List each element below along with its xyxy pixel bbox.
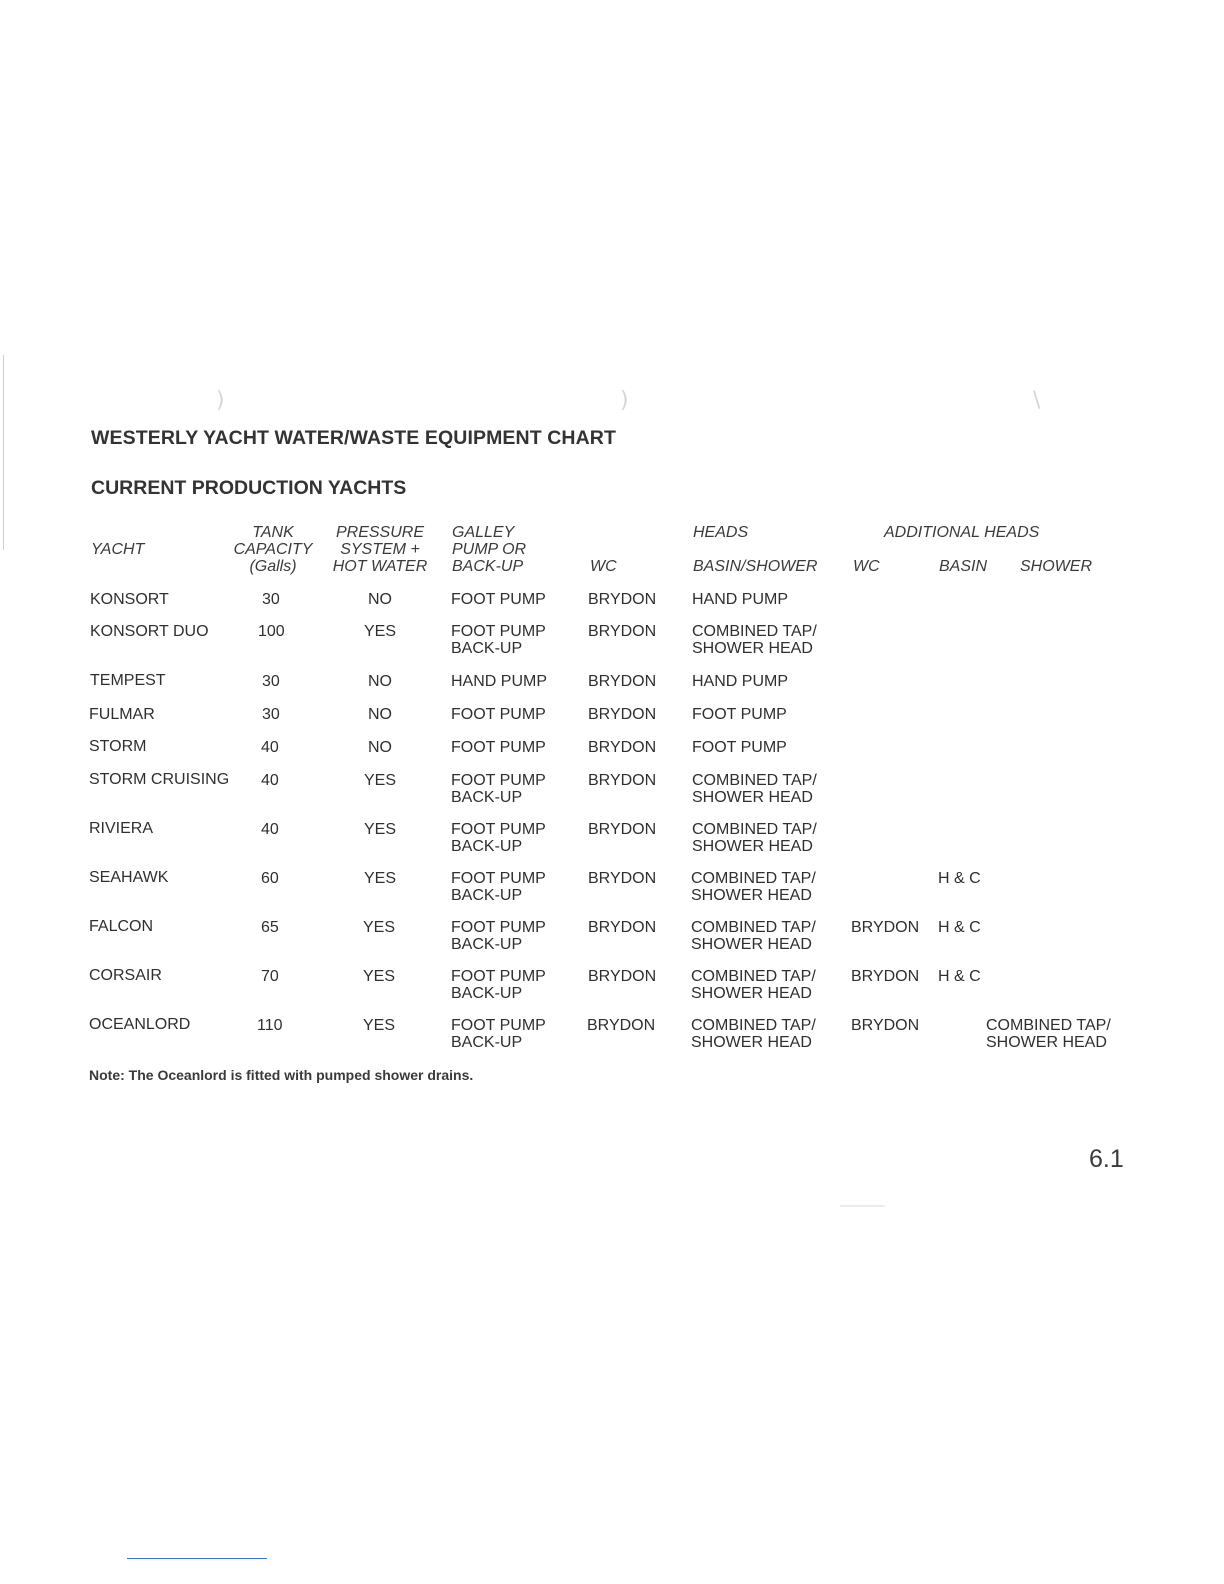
column-header-basin-shower: BASIN/SHOWER (693, 558, 818, 575)
punch-mark: ) (620, 388, 629, 413)
cell-tank-capacity: 60 (261, 870, 279, 887)
cell-galley-pump: FOOT PUMP (451, 706, 546, 723)
cell-tank-capacity: 40 (261, 821, 279, 838)
cell-pressure-system: YES (363, 1017, 396, 1034)
cell-yacht: STORM (89, 738, 147, 755)
column-header-tank-capacity: TANK CAPACITY (Galls) (233, 524, 313, 575)
cell-additional-wc: BRYDON (851, 1017, 920, 1034)
cell-tank-capacity: 65 (261, 919, 279, 936)
cell-additional-wc: BRYDON (851, 968, 920, 985)
cell-additional-wc: BRYDON (851, 919, 920, 936)
punch-mark: ) (216, 388, 225, 413)
cell-wc: BRYDON (588, 919, 657, 936)
cell-wc: BRYDON (588, 968, 657, 985)
column-header-wc: WC (590, 558, 617, 575)
cell-pressure-system: NO (368, 673, 392, 690)
cell-wc: BRYDON (588, 591, 657, 608)
cell-pressure-system: YES (364, 772, 397, 789)
cell-tank-capacity: 40 (261, 772, 279, 789)
cell-basin-shower: COMBINED TAP/ SHOWER HEAD (691, 919, 816, 953)
cell-basin-shower: COMBINED TAP/ SHOWER HEAD (691, 968, 816, 1002)
bottom-rule (127, 1558, 267, 1559)
footnote: Note: The Oceanlord is fitted with pumped shower drains. (89, 1067, 474, 1083)
cell-yacht: STORM CRUISING (89, 771, 230, 788)
cell-wc: BRYDON (588, 772, 657, 789)
cell-yacht: KONSORT (90, 591, 169, 608)
column-header-galley-pump: GALLEY PUMP OR BACK-UP (452, 524, 527, 575)
cell-wc: BRYDON (588, 870, 657, 887)
cell-tank-capacity: 30 (262, 591, 280, 608)
cell-wc: BRYDON (588, 623, 657, 640)
scan-smudge (840, 1205, 885, 1207)
cell-additional-basin: H & C (938, 870, 981, 887)
cell-wc: BRYDON (587, 1017, 656, 1034)
cell-galley-pump: FOOT PUMP BACK-UP (451, 968, 546, 1002)
cell-tank-capacity: 100 (258, 623, 285, 640)
cell-yacht: SEAHAWK (89, 869, 169, 886)
cell-yacht: FULMAR (89, 706, 155, 723)
cell-tank-capacity: 40 (261, 739, 279, 756)
page-number: 6.1 (1089, 1145, 1124, 1173)
cell-yacht: RIVIERA (89, 820, 154, 837)
column-header-additional-basin: BASIN (939, 558, 988, 575)
column-header-yacht: YACHT (91, 541, 145, 558)
cell-pressure-system: NO (368, 739, 392, 756)
cell-tank-capacity: 30 (262, 706, 280, 723)
column-header-pressure-system: PRESSURE SYSTEM + HOT WATER (332, 524, 428, 575)
cell-wc: BRYDON (588, 706, 657, 723)
page-title: WESTERLY YACHT WATER/WASTE EQUIPMENT CHART (91, 427, 616, 449)
cell-pressure-system: YES (364, 821, 397, 838)
cell-basin-shower: COMBINED TAP/ SHOWER HEAD (691, 870, 816, 904)
cell-tank-capacity: 110 (257, 1017, 283, 1034)
section-subtitle: CURRENT PRODUCTION YACHTS (91, 477, 407, 499)
cell-galley-pump: FOOT PUMP BACK-UP (451, 919, 546, 953)
cell-tank-capacity: 70 (261, 968, 279, 985)
cell-basin-shower: HAND PUMP (692, 591, 789, 608)
cell-galley-pump: FOOT PUMP (451, 739, 546, 756)
cell-galley-pump: HAND PUMP (451, 673, 548, 690)
cell-wc: BRYDON (588, 673, 657, 690)
cell-wc: BRYDON (588, 739, 657, 756)
column-header-additional-shower: SHOWER (1020, 558, 1092, 575)
group-header-heads: HEADS (693, 524, 749, 541)
cell-pressure-system: NO (368, 706, 392, 723)
cell-galley-pump: FOOT PUMP BACK-UP (451, 772, 546, 806)
cell-yacht: KONSORT DUO (90, 623, 209, 640)
cell-additional-shower: COMBINED TAP/ SHOWER HEAD (986, 1017, 1111, 1051)
cell-additional-basin: H & C (938, 919, 981, 936)
cell-pressure-system: YES (364, 623, 397, 640)
cell-galley-pump: FOOT PUMP BACK-UP (451, 821, 546, 855)
cell-yacht: CORSAIR (89, 967, 162, 984)
cell-pressure-system: YES (363, 968, 396, 985)
cell-basin-shower: HAND PUMP (692, 673, 789, 690)
cell-yacht: FALCON (89, 918, 154, 935)
cell-galley-pump: FOOT PUMP BACK-UP (451, 623, 546, 657)
cell-basin-shower: COMBINED TAP/ SHOWER HEAD (692, 772, 817, 806)
cell-wc: BRYDON (588, 821, 657, 838)
cell-basin-shower: COMBINED TAP/ SHOWER HEAD (692, 821, 817, 855)
group-header-additional-heads: ADDITIONAL HEADS (884, 524, 1040, 541)
cell-yacht: OCEANLORD (89, 1016, 191, 1033)
cell-pressure-system: NO (368, 591, 392, 608)
cell-pressure-system: YES (363, 919, 396, 936)
cell-galley-pump: FOOT PUMP BACK-UP (451, 1017, 546, 1051)
cell-tank-capacity: 30 (262, 673, 280, 690)
cell-basin-shower: FOOT PUMP (692, 706, 787, 723)
cell-basin-shower: COMBINED TAP/ SHOWER HEAD (692, 623, 817, 657)
cell-additional-basin: H & C (938, 968, 981, 985)
column-header-additional-wc: WC (853, 558, 880, 575)
cell-pressure-system: YES (364, 870, 397, 887)
binder-edge-line (3, 355, 4, 550)
cell-basin-shower: COMBINED TAP/ SHOWER HEAD (691, 1017, 816, 1051)
cell-galley-pump: FOOT PUMP BACK-UP (451, 870, 546, 904)
punch-mark: \ (1033, 388, 1041, 413)
cell-galley-pump: FOOT PUMP (451, 591, 546, 608)
cell-yacht: TEMPEST (90, 672, 166, 689)
cell-basin-shower: FOOT PUMP (692, 739, 787, 756)
